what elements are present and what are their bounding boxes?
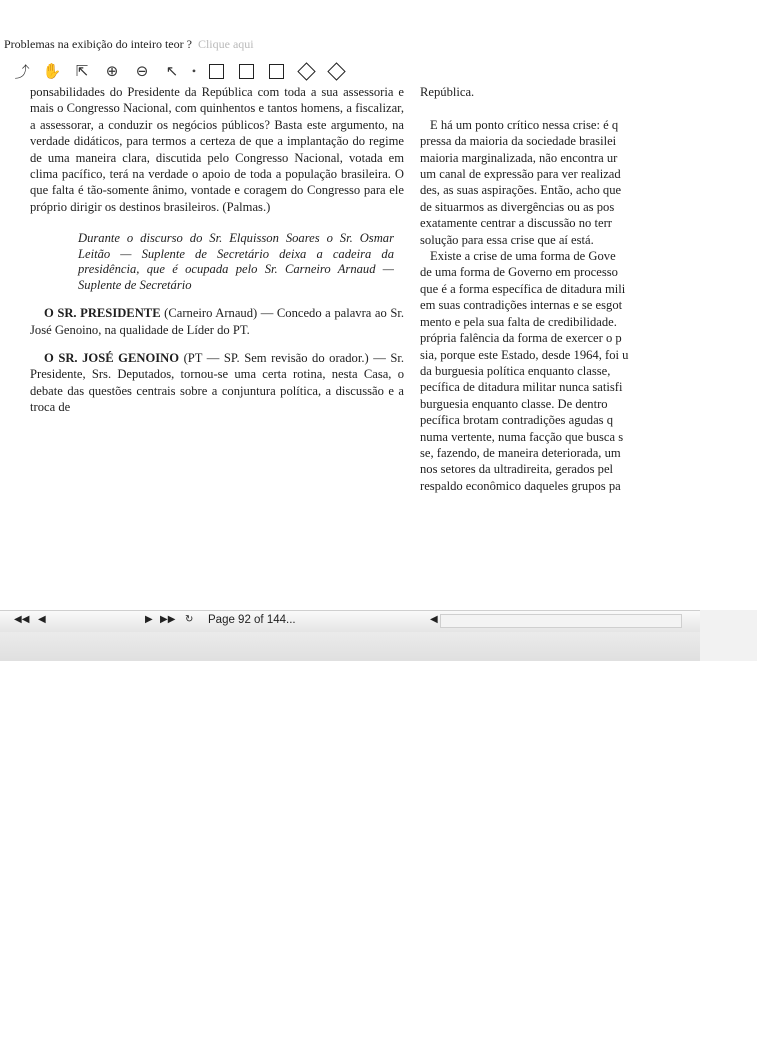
right-column-line: pecífica brotam contradições agudas q bbox=[420, 413, 614, 428]
left-column bbox=[30, 84, 404, 416]
click-here-link[interactable]: Clique aqui bbox=[197, 37, 254, 51]
fit-page-icon[interactable] bbox=[264, 60, 288, 82]
speaker-genoino: O SR. JOSÉ GENOINO bbox=[44, 351, 180, 366]
page-edge bbox=[700, 610, 757, 661]
right-column-line: de situarmos as divergências ou as pos bbox=[420, 199, 615, 214]
right-column-line bbox=[420, 100, 720, 116]
page-navigation-bar bbox=[0, 610, 700, 632]
zoom-out-icon[interactable]: ⊖ bbox=[135, 62, 149, 80]
right-column-line: pecífica de ditadura militar nunca satisfi bbox=[420, 380, 623, 395]
right-column-line: exatamente centrar a discussão no terr bbox=[420, 216, 612, 231]
right-column-line: nos setores da ultradireita, gerados pel bbox=[420, 462, 614, 477]
notice-text: Problemas na exibição do inteiro teor ? bbox=[4, 37, 192, 51]
paragraph-2-text: (Carneiro Arnaud) — Concedo a palavra ao Sr. José Genoino, na qualidade de Líder do PT. bbox=[30, 306, 404, 337]
paragraph-2 bbox=[30, 305, 404, 338]
italic-note: Durante o discurso do Sr. Elquisson Soares o Sr. Osmar Leitão — Suplente de Secretário deixa a cadeira da presidência, que é ocupada pelo Sr. Carneiro Arnaud — Suplente de Secretário bbox=[78, 231, 394, 292]
page-indicator: Page 92 of 144... bbox=[208, 614, 296, 626]
toolbar-separator: • bbox=[191, 63, 197, 78]
horizontal-scrollbar[interactable] bbox=[440, 614, 682, 628]
refresh-icon[interactable]: ↻ bbox=[185, 614, 194, 625]
right-column-line: respaldo econômico daqueles grupos pa bbox=[420, 478, 621, 493]
hand-icon[interactable]: ✋ bbox=[42, 62, 62, 80]
right-column-line: maioria marginalizada, não encontra ur bbox=[420, 150, 618, 165]
right-column-line: que é a forma específica de ditadura mili bbox=[420, 281, 626, 296]
right-column-line: mento e pela sua falta de credibilidade. bbox=[420, 314, 617, 329]
right-column-line: em suas contradições internas e se esgot bbox=[420, 298, 623, 313]
last-page-button[interactable]: ▶▶ bbox=[160, 614, 176, 625]
viewer-bottom-strip bbox=[0, 631, 700, 661]
speaker-president: O SR. PRESIDENTE bbox=[44, 306, 161, 321]
select-icon[interactable]: ⇱ bbox=[75, 62, 89, 80]
two-page-icon[interactable] bbox=[234, 60, 258, 82]
export-icon[interactable]: ⤴ bbox=[14, 62, 30, 81]
right-column-line: solução para essa crise que aí está. bbox=[420, 232, 594, 247]
right-column-line: um canal de expressão para ver realizad bbox=[420, 167, 621, 182]
rotate-left-icon[interactable] bbox=[294, 60, 318, 82]
viewer-toolbar bbox=[10, 58, 430, 84]
right-column-line: numa vertente, numa facção que busca s bbox=[420, 429, 624, 444]
right-column-line: sia, porque este Estado, desde 1964, foi u bbox=[420, 347, 629, 362]
paragraph-3-text: (PT — SP. Sem revisão do orador.) — Sr. Presidente, Srs. Deputados, tornou-se uma certa rotina, nesta Casa, o debate das questões centrais sobre a conjuntura política, a discussão e a troca de bbox=[30, 351, 404, 415]
right-column-line: se, fazendo, de maneira deteriorada, um bbox=[420, 445, 621, 460]
right-column-line: des, as suas aspirações. Então, acho que bbox=[420, 183, 622, 198]
next-page-button[interactable]: ▶ bbox=[145, 614, 153, 625]
first-page-button[interactable]: ◀◀ bbox=[14, 614, 30, 625]
right-column-line: de uma forma de Governo em processo bbox=[420, 265, 618, 280]
pointer-icon[interactable]: ↖ bbox=[165, 62, 179, 80]
right-column-line: República. bbox=[420, 85, 475, 99]
right-column-line: pressa da maioria da sociedade brasilei bbox=[420, 134, 617, 149]
right-column bbox=[420, 84, 720, 494]
right-column-line: própria falência da forma de exercer o p bbox=[420, 331, 622, 346]
paragraph-3 bbox=[30, 350, 404, 416]
prev-page-button[interactable]: ◀ bbox=[38, 614, 46, 625]
single-page-icon[interactable] bbox=[204, 60, 228, 82]
scroll-left-button[interactable]: ◀ bbox=[430, 614, 438, 625]
paragraph-1: ponsabilidades do Presidente da República com toda a sua assessoria e mais o Congresso Nacional, com quinhentos e tantos homens, a fiscalizar, a assessorar, a conduzir os negócios públicos? Basta este argumento, na verdade didáticos, para termos a certeza de que a implantação do regime de uma maneira clara, discutida pelo Congresso Nacional, votada em clima pacífico, terá na verdade o apoio de toda a população brasileira. O que falta é tão-somente ânimo, vontade e coragem do Congresso para ele próprio dirigir os destinos brasileiros. (Palmas.) bbox=[30, 85, 404, 214]
rotate-right-icon[interactable] bbox=[324, 60, 348, 82]
right-column-line: E há um ponto crítico nessa crise: é q bbox=[430, 117, 619, 132]
right-column-line: burguesia enquanto classe. De dentro bbox=[420, 396, 608, 411]
right-column-line: Existe a crise de uma forma de Gove bbox=[430, 249, 616, 264]
right-column-line: da burguesia política enquanto classe, bbox=[420, 363, 611, 378]
zoom-in-icon[interactable]: ⊕ bbox=[105, 62, 119, 80]
document-viewport[interactable] bbox=[0, 84, 757, 610]
notice-bar bbox=[4, 37, 254, 52]
